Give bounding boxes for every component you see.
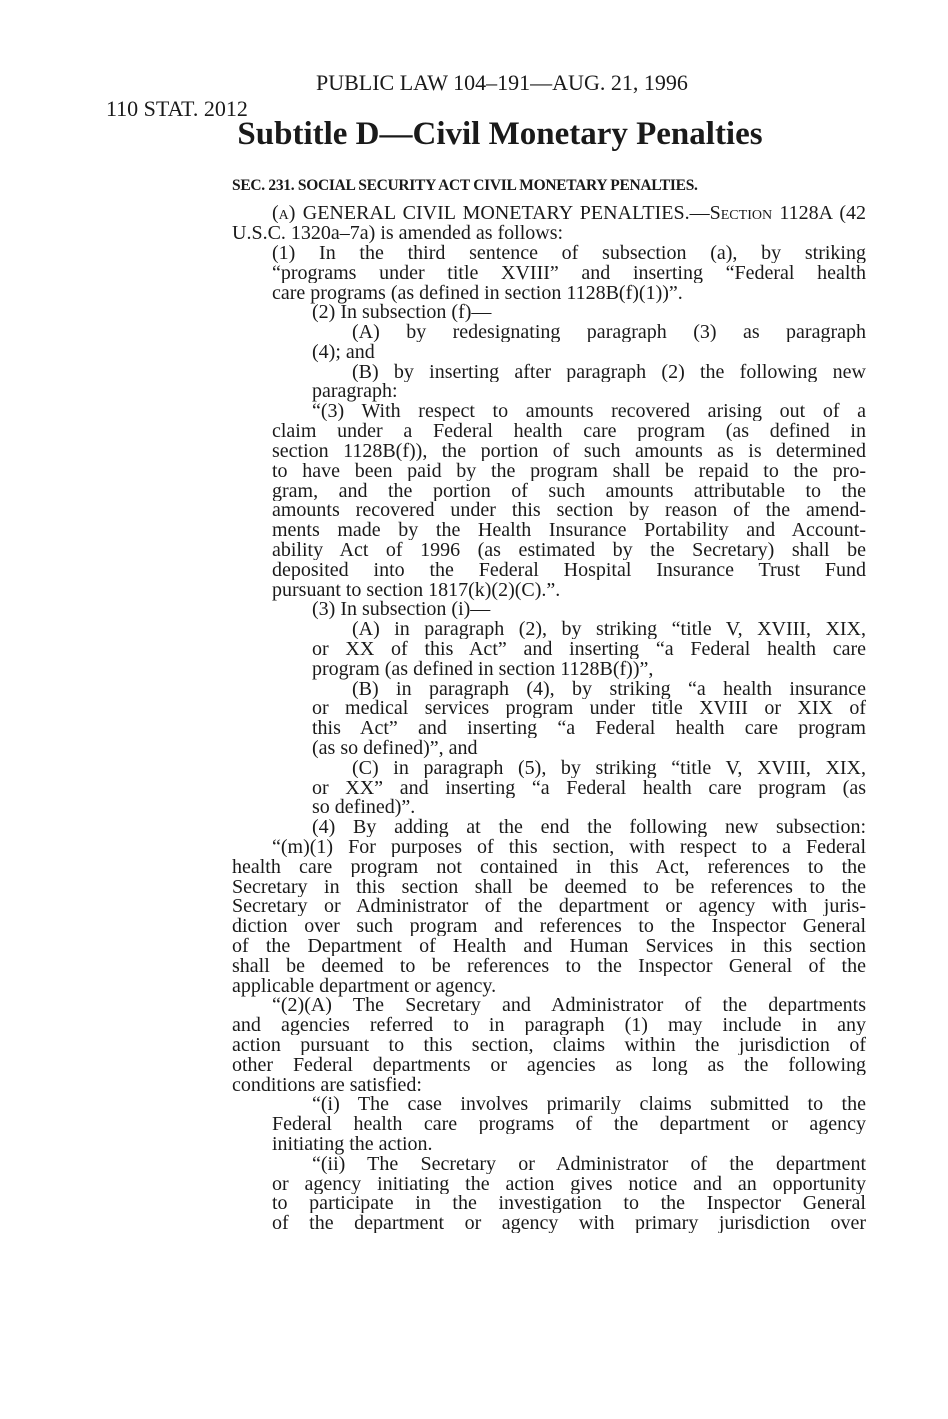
text-line: (4); and xyxy=(312,341,375,363)
text-line: or agency initiating the action gives notice and an opportunity xyxy=(272,1174,866,1194)
text-line: of the department or agency with primary jurisdiction over xyxy=(272,1213,866,1233)
text-line: ments made by the Health Insurance Portability and Account- xyxy=(272,520,866,540)
text-line: section 1128B(f)), the portion of such amounts as is determined xyxy=(272,441,866,461)
text-line: (4) By adding at the end the following new subsection: xyxy=(312,817,866,837)
text-line: “(3) With respect to amounts recovered arising out of a xyxy=(312,401,866,421)
text-line: or XX” and inserting “a Federal health care program (as xyxy=(312,778,866,798)
text-line: conditions are satisfied: xyxy=(232,1074,422,1096)
text-line: applicable department or agency. xyxy=(232,975,497,997)
text-line: pursuant to section 1817(k)(2)(C).”. xyxy=(272,579,561,601)
subtitle-heading: Subtitle D—Civil Monetary Penalties xyxy=(237,116,763,152)
law-reference: PUBLIC LAW 104–191—AUG. 21, 1996 xyxy=(316,70,688,95)
text-line: so defined)”. xyxy=(312,796,416,818)
text-line: action pursuant to this section, claims within the jurisdiction of xyxy=(232,1035,866,1055)
text-line: “programs under title XVIII” and inserting “Federal health xyxy=(272,263,866,283)
text-line: this Act” and inserting “a Federal health care program xyxy=(312,718,866,738)
text-line: claim under a Federal health care program (as defined in xyxy=(272,421,866,441)
text-line: (a) GENERAL CIVIL MONETARY PENALTIES.—Section 1128A (42 xyxy=(272,203,866,223)
text-line: “(m)(1) For purposes of this section, with respect to a Federal xyxy=(272,837,866,857)
page-reference: 110 STAT. 2012 xyxy=(106,96,248,121)
text-line: (A) in paragraph (2), by striking “title V, XVIII, XIX, xyxy=(352,619,866,639)
text-line: Secretary or Administrator of the department or agency with juris- xyxy=(232,896,866,916)
text-line: health care program not contained in this Act, references to the xyxy=(232,857,866,877)
text-line: U.S.C. 1320a–7a) is amended as follows: xyxy=(232,222,564,244)
text-line: (C) in paragraph (5), by striking “title V, XVIII, XIX, xyxy=(352,758,866,778)
text-line: amounts recovered under this section by reason of the amend- xyxy=(272,500,866,520)
text-line: (B) by inserting after paragraph (2) the following new xyxy=(352,362,866,382)
text-line: (as so defined)”, and xyxy=(312,737,478,759)
text-line: ability Act of 1996 (as estimated by the Secretary) shall be xyxy=(272,540,866,560)
text-line: gram, and the portion of such amounts attributable to the xyxy=(272,481,866,501)
text-line: diction over such program and references to the Inspector General xyxy=(232,916,866,936)
text-line: program (as defined in section 1128B(f))”, xyxy=(312,658,654,680)
text-line: (1) In the third sentence of subsection (a), by striking xyxy=(272,243,866,263)
text-line: initiating the action. xyxy=(272,1133,433,1155)
text-line: other Federal departments or agencies as long as the following xyxy=(232,1055,866,1075)
text-line: Secretary in this section shall be deemed to be references to the xyxy=(232,877,866,897)
text-line: (3) In subsection (i)— xyxy=(312,598,491,620)
text-line: to participate in the investigation to the Inspector General xyxy=(272,1193,866,1213)
text-line: of the Department of Health and Human Services in this section xyxy=(232,936,866,956)
text-line: deposited into the Federal Hospital Insurance Trust Fund xyxy=(272,560,866,580)
text-line: Federal health care programs of the department or agency xyxy=(272,1114,866,1134)
text-line: “(i) The case involves primarily claims submitted to the xyxy=(312,1094,866,1114)
section-heading: SEC. 231. SOCIAL SECURITY ACT CIVIL MONETARY PENALTIES. xyxy=(232,177,698,194)
text-line: shall be deemed to be references to the Inspector General of the xyxy=(232,956,866,976)
text-line: to have been paid by the program shall be repaid to the pro- xyxy=(272,461,866,481)
text-line: paragraph: xyxy=(312,380,398,402)
text-line: (B) in paragraph (4), by striking “a health insurance xyxy=(352,679,866,699)
text-line: or XX of this Act” and inserting “a Federal health care xyxy=(312,639,866,659)
text-line: “(2)(A) The Secretary and Administrator of the departments xyxy=(272,995,866,1015)
text-line: (2) In subsection (f)— xyxy=(312,301,492,323)
text-line: or medical services program under title XVIII or XIX of xyxy=(312,698,866,718)
text-line: and agencies referred to in paragraph (1) may include in any xyxy=(232,1015,866,1035)
text-line: “(ii) The Secretary or Administrator of the department xyxy=(312,1154,866,1174)
text-line: (A) by redesignating paragraph (3) as paragraph xyxy=(352,322,866,342)
text-line: care programs (as defined in section 1128B(f)(1))”. xyxy=(272,282,683,304)
